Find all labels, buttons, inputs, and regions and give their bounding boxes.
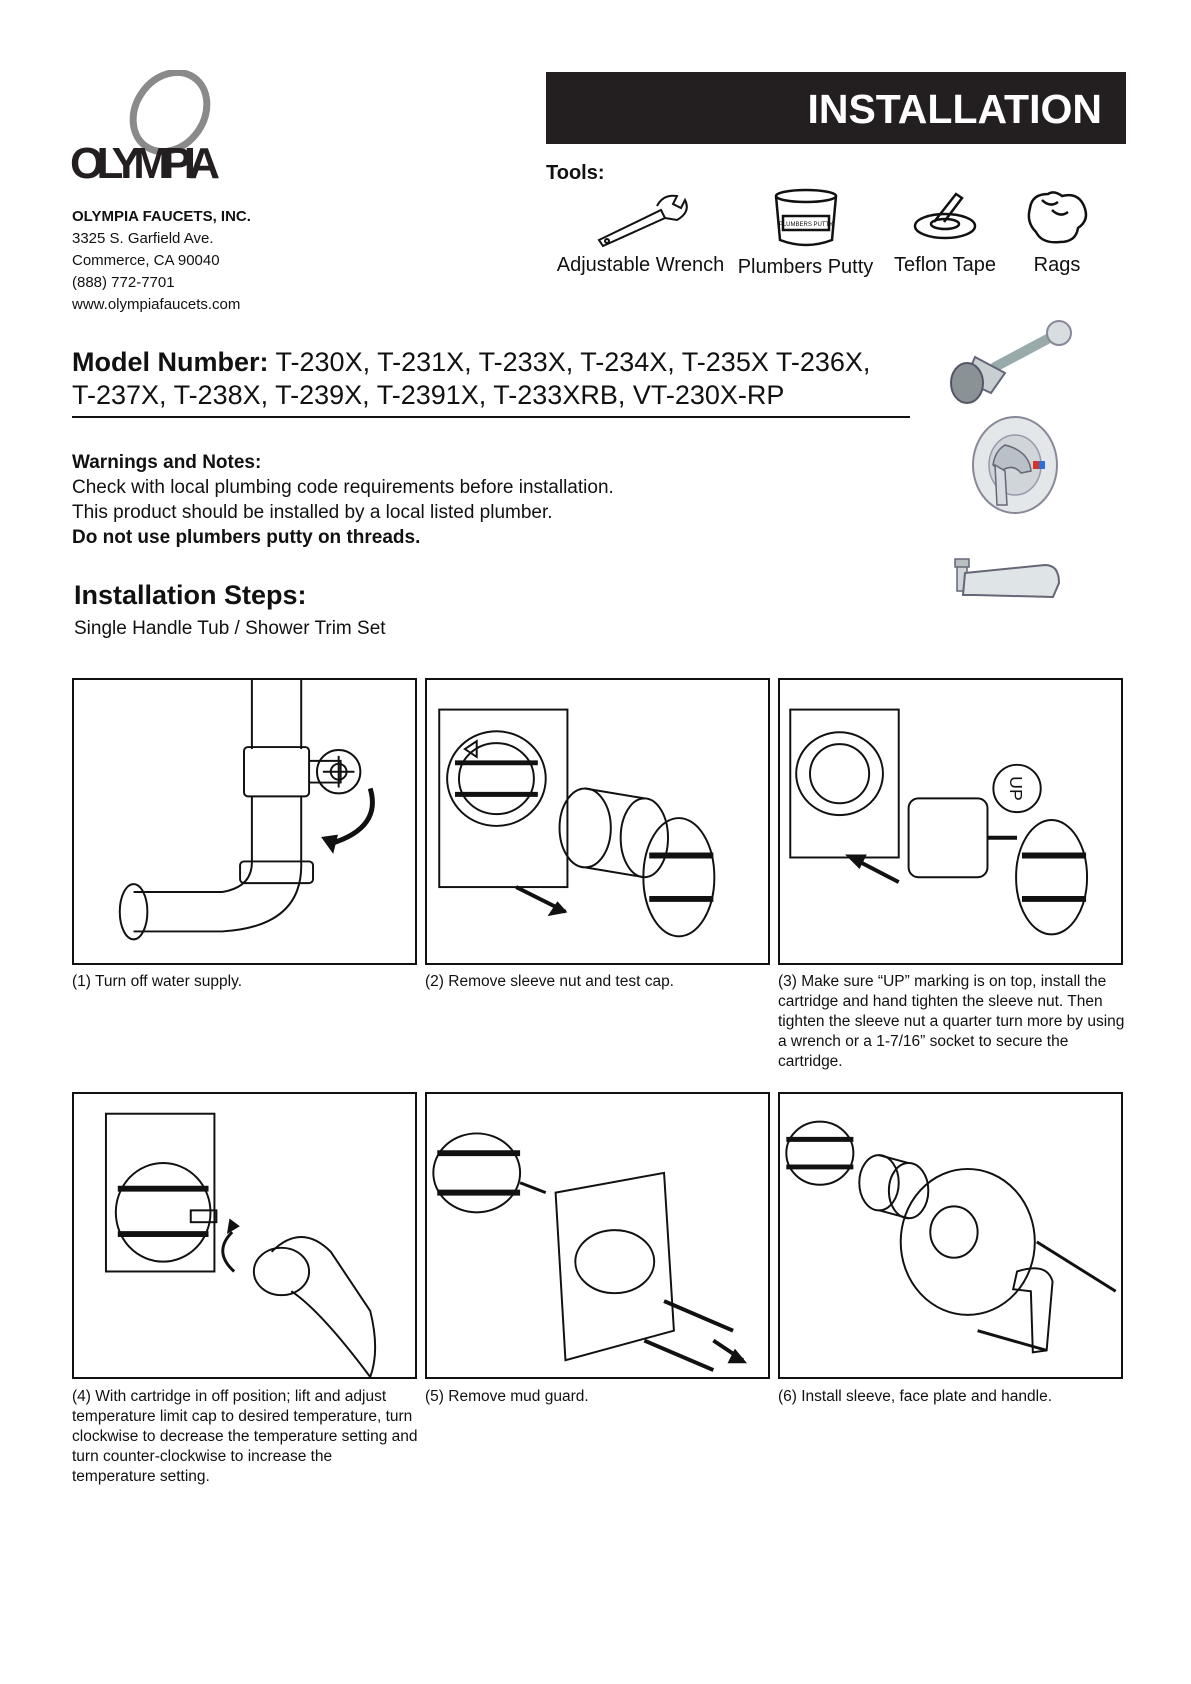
step-2-illustration [425, 678, 770, 965]
company-address-2: Commerce, CA 90040 [72, 252, 220, 269]
company-address-1: 3325 S. Garfield Ave. [72, 230, 214, 247]
putty-jar-label: PLUMBERS PUTTY [778, 222, 833, 228]
step-3-caption: (3) Make sure “UP” marking is on top, install the cartridge and hand tighten the sleeve nut. Then tighten the sleeve nut a quarter turn more by using a wrench or a 1-7/16” socket to secure the cartridge. [778, 973, 1125, 1070]
step-1-illustration [72, 678, 417, 965]
tape-roll-icon [910, 188, 980, 248]
step-5-illustration [425, 1092, 770, 1379]
rag-hand-icon [1022, 188, 1092, 248]
company-website: www.olympiafaucets.com [72, 296, 241, 313]
company-phone: (888) 772-7701 [72, 274, 175, 291]
installation-steps-heading: Installation Steps: [74, 580, 307, 610]
shower-head-image [951, 321, 1071, 403]
model-line-1: T-230X, T-231X, T-233X, T-234X, T-235X T-236X, [268, 347, 871, 377]
step-6-illustration [778, 1092, 1123, 1379]
step-6-caption: (6) Install sleeve, face plate and handle. [778, 1388, 1053, 1405]
wrench-icon [591, 188, 691, 248]
step-5-caption: (5) Remove mud guard. [425, 1388, 589, 1405]
tool-label-putty: Plumbers Putty [737, 256, 874, 278]
putty-jar-icon [771, 188, 841, 250]
tools-label: Tools: [546, 162, 605, 184]
model-line-2: T-237X, T-238X, T-239X, T-2391X, T-233XRB, VT-230X-RP [72, 380, 785, 410]
tool-label-tape: Teflon Tape [894, 254, 996, 276]
model-label: Model Number: [72, 347, 269, 377]
company-name: OLYMPIA FAUCETS, INC. [72, 208, 251, 225]
warnings-heading: Warnings and Notes: [72, 452, 262, 473]
step-1-caption: (1) Turn off water supply. [72, 973, 243, 990]
tool-plumbers-putty [733, 188, 878, 279]
olympia-logo [70, 70, 240, 190]
product-images [935, 315, 1095, 615]
logo-text: OLYMPIA [70, 139, 220, 188]
tool-label-rags: Rags [1033, 254, 1081, 276]
step-4-caption: (4) With cartridge in off position; lift and adjust temperature limit cap to desired temperature, turn clockwise to decrease the temperature setting and turn counter-clockwise to increase the temperature setting. [72, 1388, 418, 1485]
tub-spout-image [955, 559, 1059, 597]
warning-line-1: Check with local plumbing code requirements before installation. [72, 477, 614, 498]
step-2-caption: (2) Remove sleeve nut and test cap. [425, 973, 674, 990]
valve-trim-image [973, 417, 1057, 513]
installation-steps-subheading: Single Handle Tub / Shower Trim Set [74, 618, 386, 639]
step-3-illustration [778, 678, 1123, 965]
step-4-illustration [72, 1092, 417, 1379]
tool-teflon-tape [886, 188, 1004, 277]
installation-banner: INSTALLATION [546, 72, 1126, 144]
warning-line-3: Do not use plumbers putty on threads. [72, 527, 421, 548]
tool-rags [1012, 188, 1102, 277]
up-marking: UP [1006, 776, 1027, 801]
company-info [72, 206, 251, 316]
warning-line-2: This product should be installed by a local listed plumber. [72, 502, 553, 523]
tool-label-wrench: Adjustable Wrench [556, 254, 725, 276]
tool-adjustable-wrench [553, 188, 728, 277]
warnings-notes [72, 450, 614, 550]
model-numbers [72, 346, 910, 418]
